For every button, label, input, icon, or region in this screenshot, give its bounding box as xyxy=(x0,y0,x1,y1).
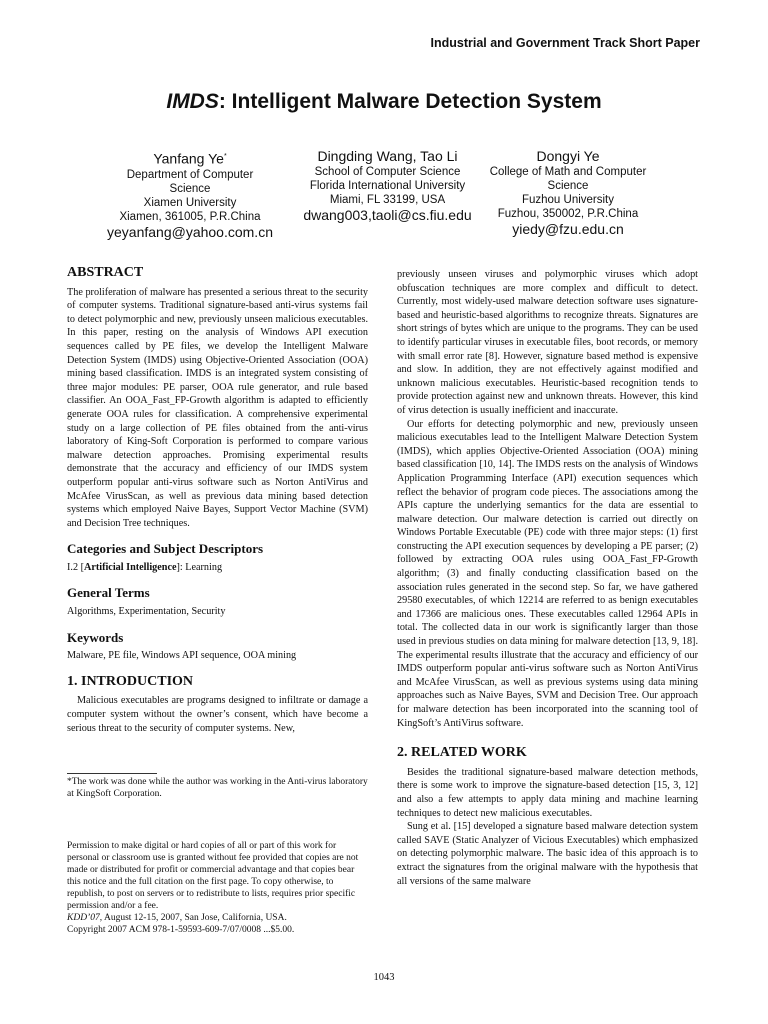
abstract-heading: ABSTRACT xyxy=(67,265,144,280)
introduction-heading: 1. INTRODUCTION xyxy=(67,673,194,689)
title-acronym: IMDS xyxy=(166,90,219,113)
related-work-paragraph-1: Besides the traditional signature-based malware detection methods, there is some work to improve the signature-based detection [15, 3, 12] and also a few attempts to apply data mining and machine learning techniques to detect new malicious executables. xyxy=(397,766,698,819)
related-work-paragraph-2: Sung et al. [15] developed a signature based malware detection system called SAVE (Static Analyzer of Vicious Executables) which emphasized on detecting polymorphic malware. The basic idea of this approach is to extract the signatures from the original malware with the hypothesis that all versions of the same malware xyxy=(397,821,698,887)
author-address: Fuzhou, 350002, P.R.China xyxy=(497,208,639,220)
keywords-text: Malware, PE file, Windows API sequence, OOA mining xyxy=(67,650,297,662)
conference-info: KDD’07, August 12-15, 2007, San Jose, California, USA. xyxy=(67,913,287,923)
author-email[interactable]: yiedy@fzu.edu.cn xyxy=(512,221,624,237)
author-email[interactable]: dwang003,taoli@cs.fiu.edu xyxy=(303,207,472,223)
categories-heading: Categories and Subject Descriptors xyxy=(67,541,264,557)
author-email[interactable]: yeyanfang@yahoo.com.cn xyxy=(107,223,273,240)
author-name: Dongyi Ye xyxy=(536,148,600,164)
page-number: 1043 xyxy=(373,972,395,983)
general-terms-text: Algorithms, Experimentation, Security xyxy=(67,606,226,618)
author-name: Yanfang Ye xyxy=(153,150,224,167)
permission-text: Permission to make digital or hard copies of all or part of this work for personal or classroom use is granted without fee provided that copies are not made or distributed for profit or commercial advantage and that copies bear this notice and the full citation on the first page. To copy otherwise, to republish, to post on servers or to redistribute to lists, requires prior specific permission and/or a fee. xyxy=(67,841,359,911)
categories-text: I.2 [Artificial Intelligence]: Learning xyxy=(67,561,223,573)
author-footnote: *The work was done while the author was working in the Anti-virus laboratory at KingSoft Corporation. xyxy=(67,777,368,799)
author-footnote-mark: * xyxy=(223,153,227,160)
author-dept: School of Computer Science xyxy=(314,166,461,178)
author-name: Dingding Wang, Tao Li xyxy=(317,148,458,164)
related-work-heading: 2. RELATED WORK xyxy=(397,745,527,761)
author-address: Xiamen, 361005, P.R.China xyxy=(119,210,261,223)
right-column xyxy=(397,268,698,888)
intro-continued-text: previously unseen viruses and polymorphic viruses which adopt obfuscation techniques are more complex and difficult to detect. Currently, most widely-used malware detection software uses signature-based and heuristic-based algorithms to recognize threats. Signatures are short strings of bytes which are unique to the programs. They can be used to identify particular viruses in executable files, boot records, or memory with small error rate [8]. However, signature based method is expensive and slow. In addition, they are not effectively against modified and unknown malicious executables. Heuristic-based recognition tends to provide protection against new and unknown threats. However, this kind of virus detection is usually inefficient and inaccurate. xyxy=(397,269,698,416)
track-header: Industrial and Government Track Short Paper xyxy=(430,36,700,50)
author-institution: Xiamen University xyxy=(143,196,237,209)
permission-notice xyxy=(67,840,368,936)
introduction-text: Malicious executables are programs designed to infiltrate or damage a computer system without the owner’s consent, which have become a serious threat to the security of computer systems. New, xyxy=(67,695,368,734)
author-institution: Fuzhou University xyxy=(521,194,615,206)
author-dept: College of Math and Computer Science xyxy=(489,166,647,192)
keywords-heading: Keywords xyxy=(67,629,124,645)
author-block-3 xyxy=(478,148,658,237)
abstract-text: The proliferation of malware has presented a serious threat to the security of computer systems. Traditional signature-based anti-virus systems fail to detect polymorphic and new, previously unseen malicious executables. In this paper, resting on the analysis of Windows API execution sequences called by PE files, we develop the Intelligent Malware Detection System (IMDS) using Objective-Oriented Association (OOA) mining based classification. IMDS is an integrated system consisting of three major modules: PE parser, OOA rule generator, and rule based classifier. An OOA_Fast_FP-Growth algorithm is adapted to efficiently generate OOA rules for classification. A comprehensive experimental study on a large collection of PE files obtained from the anti-virus laboratory of King-Soft Corporation is performed to compare various malware detection approaches. Promising experimental results demonstrate that the accuracy and efficiency of our IMDS system outperform popular anti-virus software such as Norton AntiVirus and McAfee VirusScan, as well as previous data mining based detection systems which employed Naive Bayes, Support Vector Machine (SVM) and Decision Tree techniques. xyxy=(67,286,368,529)
author-block-2 xyxy=(290,148,485,223)
general-terms-heading: General Terms xyxy=(67,585,150,601)
title-rest: : Intelligent Malware Detection System xyxy=(218,90,602,113)
left-column xyxy=(67,266,368,735)
author-block-1 xyxy=(100,148,280,240)
paper-title xyxy=(0,90,768,114)
author-address: Miami, FL 33199, USA xyxy=(329,194,446,206)
footnote-rule xyxy=(67,773,157,774)
copyright-text: Copyright 2007 ACM 978-1-59593-609-7/07/0008 ...$5.00. xyxy=(67,925,295,935)
author-institution: Florida International University xyxy=(309,180,466,192)
intro-paragraph-2: Our efforts for detecting polymorphic and new, previously unseen malicious executables lead to the Intelligent Malware Detection System (IMDS), which applies Objective-Oriented Association (OOA) mining based classification [10, 14]. The IMDS rests on the analysis of Windows Application Programming Interface (API) execution sequences which reflect the behavior of program code pieces. The associations among the APIs capture the underlying semantics for the data are essential to malware detection. Our malware detection is carried out directly on Windows Portable Executable (PE) code with three major steps: (1) first constructing the API execution sequences by developing a PE parser; (2) followed by extracting OOA rules using OOA_Fast_FP-Growth algorithm; (3) and finally conducting classification based on the association rules generated in the second step. So far, we have gathered 29580 executables, of which 12214 are referred to as benign executables and 17366 are malicious ones. These executables called 12964 APIs in total. The collected data in our work is significantly larger than those used in previous studies on data mining for malware detection [13, 9, 18]. The experimental results illustrate that the accuracy and efficiency of our IMDS outperform popular anti-virus software such as Norton AntiVirus and McAfee VirusScan, as well as previous systems using data mining approaches such as Naive Bayes, SVM and Decision Tree. Our approach for malware detection has been incorporated into the scanning tool of KingSoft’s AntiVirus software. xyxy=(397,418,698,729)
author-dept: Department of Computer Science xyxy=(126,168,254,195)
